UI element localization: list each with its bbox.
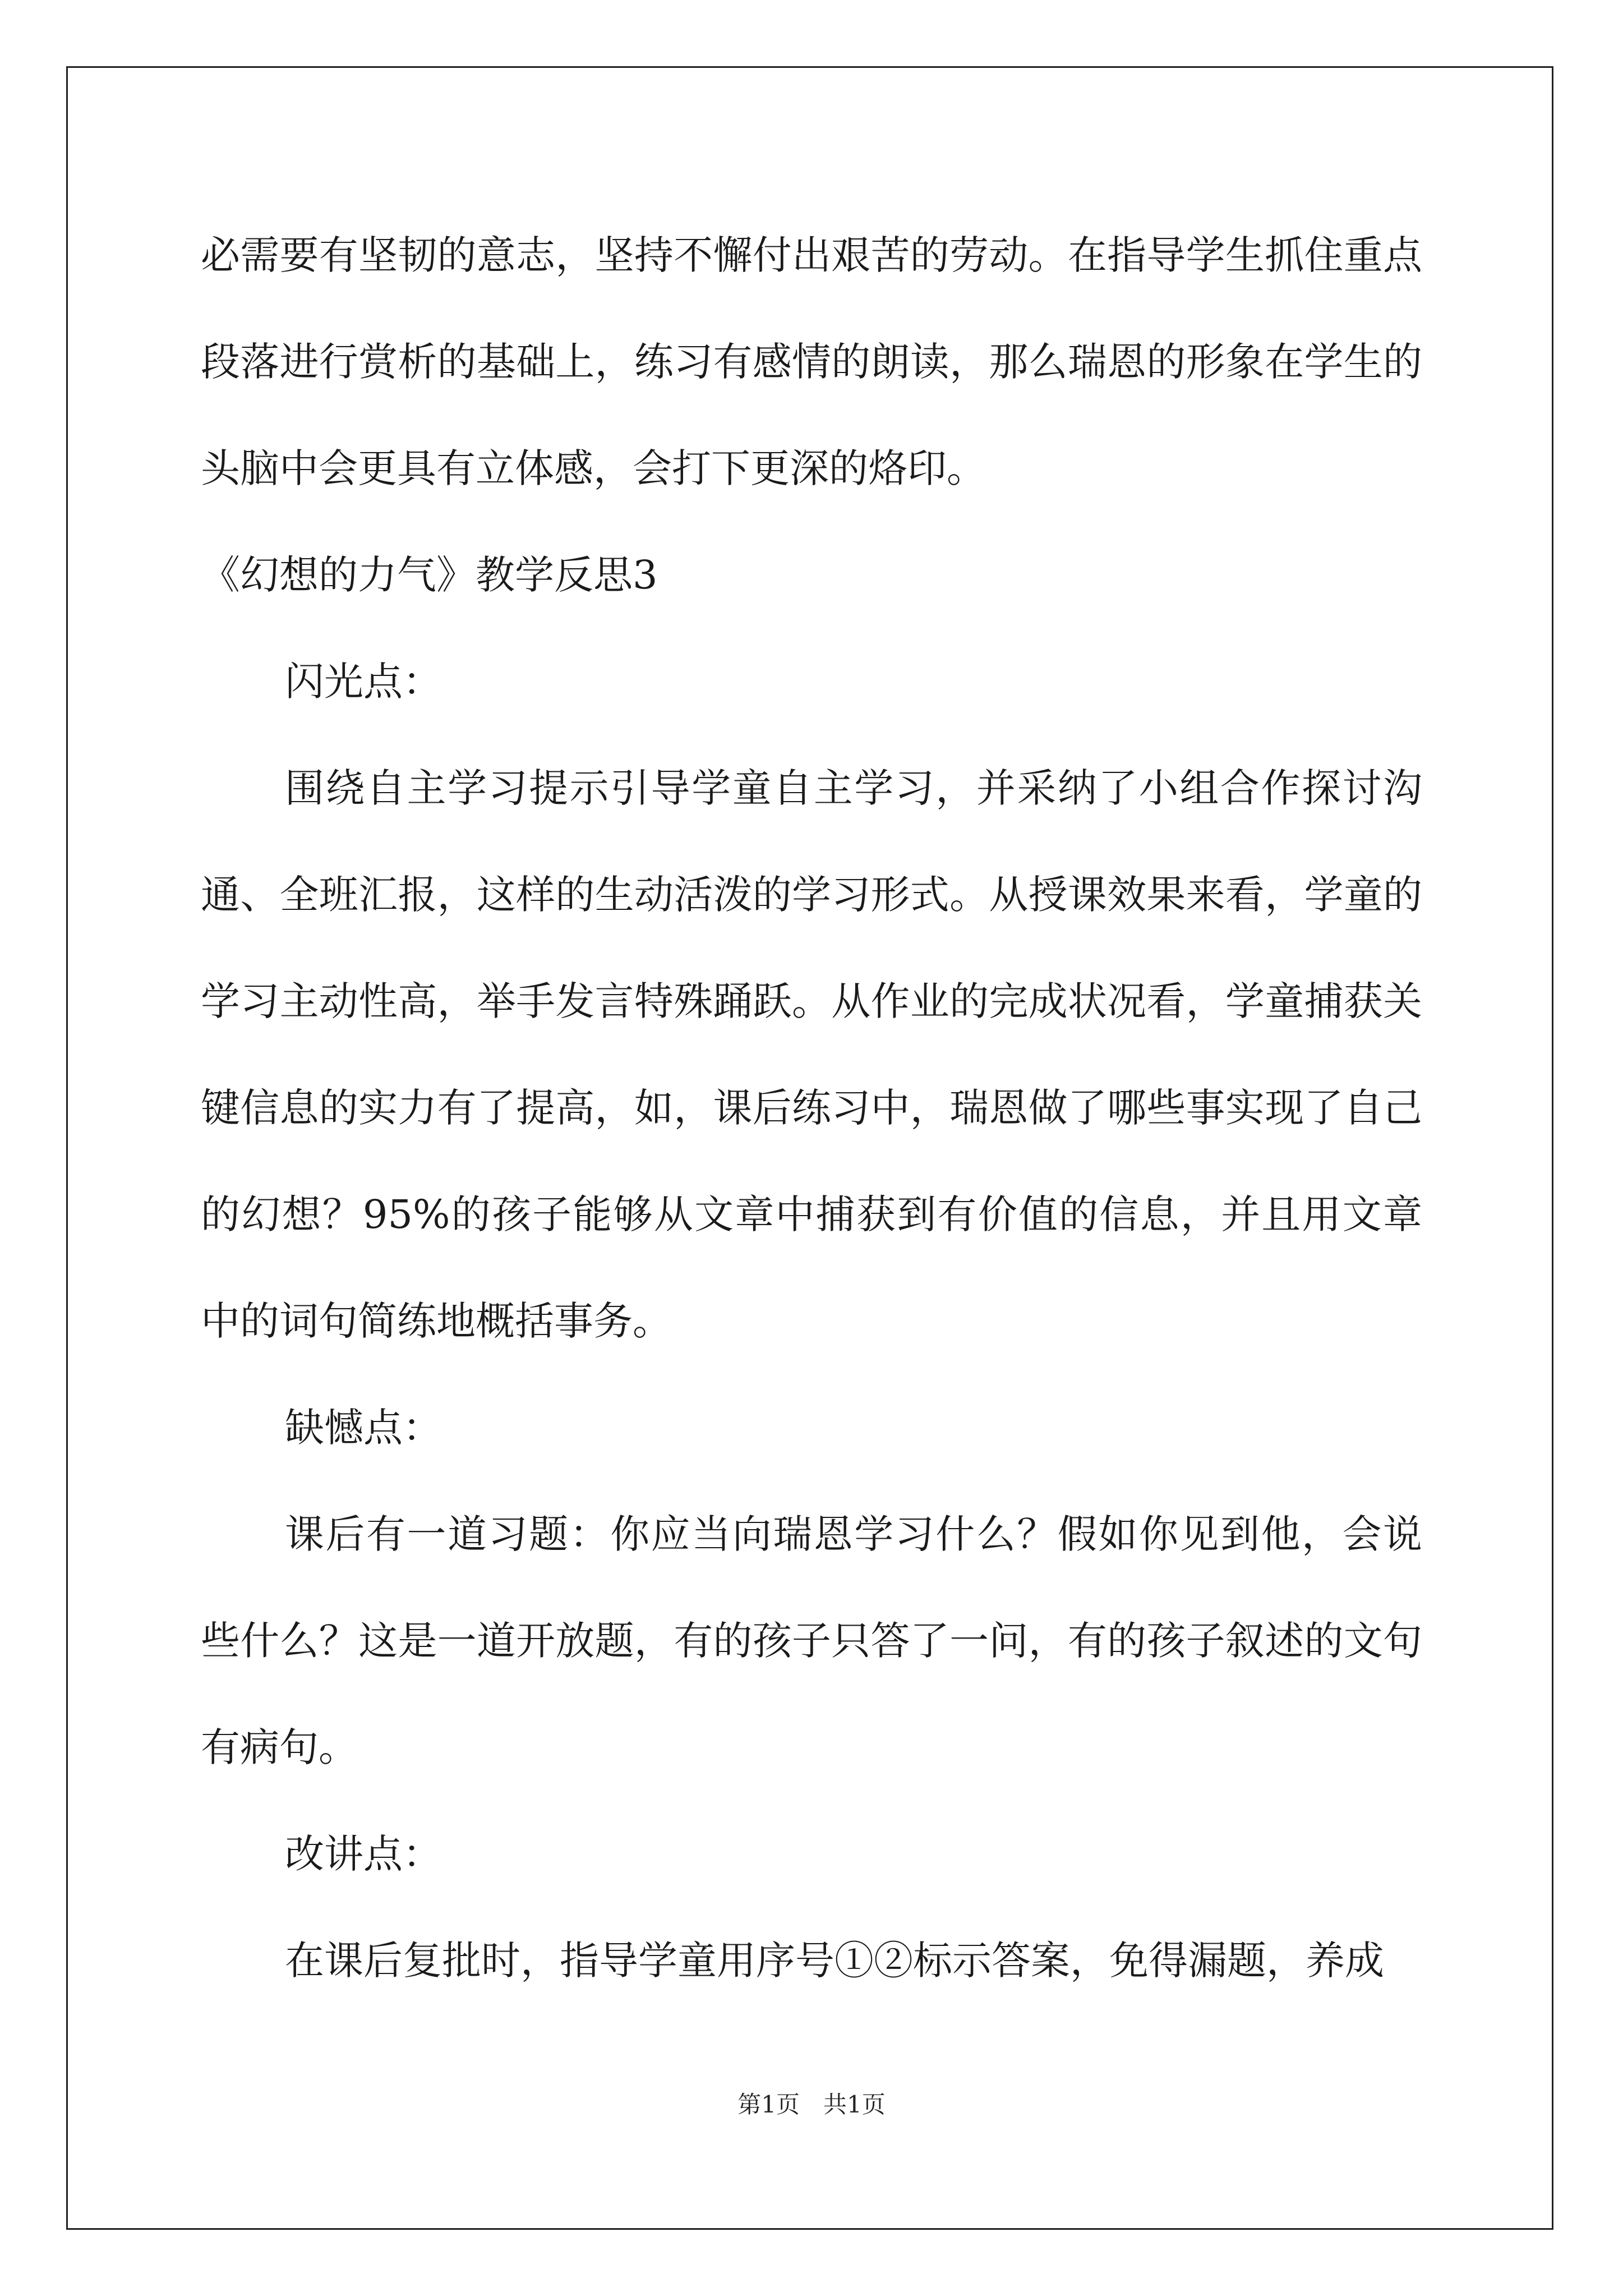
paragraph-continuation: 必需要有坚韧的意志，坚持不懈付出艰苦的劳动。在指导学生抓住重点段落进行赏析的基础上，练习有感情的朗读，那么瑞恩的形象在学生的头脑中会更具有立体感，会打下更深的烙印。	[201, 232, 1422, 491]
heading-shortcomings: 缺憾点：	[285, 1405, 442, 1451]
heading-highlights: 闪光点：	[285, 659, 442, 705]
page-number-footer: 第1页 共1页	[737, 2091, 886, 2118]
paragraph-highlights: 围绕自主学习提示引导学童自主学习，并采纳了小组合作探讨沟通、全班汇报，这样的生动活泼的学习形式。从授课效果来看，学童的学习主动性高，举手发言特殊踊跃。从作业的完成状况看，学童捕获关键信息的实力有了提高，如，课后练习中，瑞恩做了哪些事实现了自己的幻想？95%的孩子能够从文章中捕获到有价值的信息，并且用文章中的词句简练地概括事务。	[201, 765, 1422, 1344]
section-title: 《幻想的力气》教学反思3	[201, 552, 658, 598]
heading-improvements: 改讲点：	[285, 1831, 442, 1877]
document-body	[201, 202, 1422, 2014]
paragraph-shortcomings: 课后有一道习题：你应当向瑞恩学习什么？假如你见到他，会说些什么？这是一道开放题，有的孩子只答了一问，有的孩子叙述的文句有病句。	[201, 1511, 1422, 1770]
paragraph-improvements: 在课后复批时，指导学童用序号①②标示答案，免得漏题，养成	[285, 1938, 1384, 1984]
